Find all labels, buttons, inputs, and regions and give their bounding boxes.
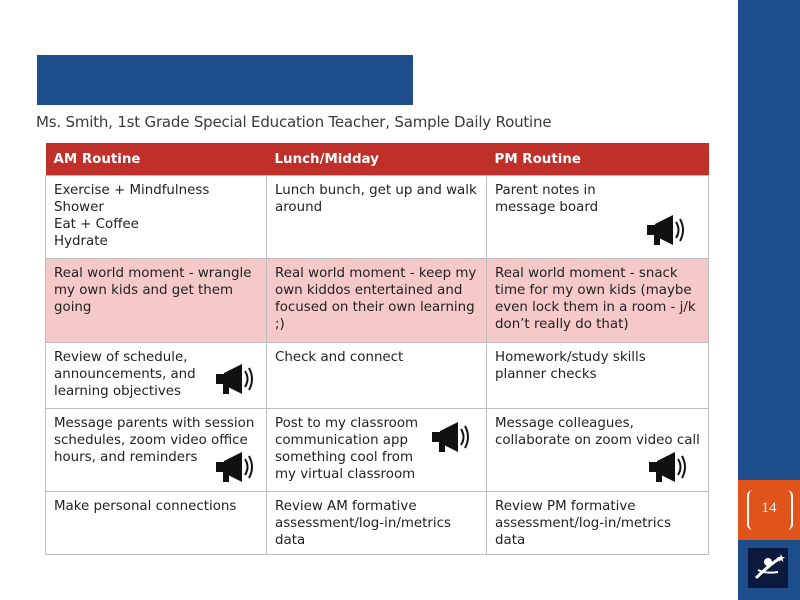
megaphone-icon — [214, 447, 258, 487]
header-pm-routine: PM Routine — [487, 143, 709, 176]
table-row — [46, 176, 709, 259]
cell-text: Message colleagues, collaborate on zoom video call — [495, 416, 700, 448]
table-cell-pm — [487, 492, 709, 555]
header-am-routine: AM Routine — [46, 143, 267, 176]
table-cell-am — [46, 409, 267, 492]
table-cell-pm — [487, 409, 709, 492]
page-number: 14 — [761, 500, 777, 516]
school-logo-icon — [748, 548, 788, 588]
megaphone-icon — [214, 359, 258, 399]
cell-text: Real world moment - keep my own kiddos entertained and focused on their own learning ;) — [275, 266, 477, 332]
table-cell-am — [46, 492, 267, 555]
table-row — [46, 409, 709, 492]
cell-line: Hydrate — [54, 234, 108, 249]
slide-title-bar — [37, 55, 413, 105]
table-header-row — [46, 143, 709, 176]
table-cell-midday — [267, 492, 487, 555]
table-cell-midday — [267, 176, 487, 259]
cell-text: Real world moment - snack time for my own kids (maybe even lock them in a room - j/k don’t really do that) — [495, 266, 696, 332]
cell-text: Post to my classroom communication app something cool from my virtual classroom — [275, 416, 419, 482]
megaphone-icon — [645, 210, 689, 250]
cell-text: Review AM formative assessment/log-in/metrics data — [275, 499, 451, 548]
megaphone-icon — [430, 417, 474, 457]
cell-text: Parent notes in message board — [495, 183, 599, 215]
cell-text: Check and connect — [275, 350, 404, 365]
cell-text: Homework/study skills planner checks — [495, 350, 646, 382]
table-cell-pm — [487, 176, 709, 259]
cell-line: Eat + Coffee — [54, 217, 139, 232]
cell-line: Shower — [54, 200, 104, 215]
page-number-badge — [738, 480, 800, 540]
cell-text: Review of schedule, announcements, and learning objectives — [54, 350, 196, 399]
table-row — [46, 492, 709, 555]
cell-text: Review PM formative assessment/log-in/metrics data — [495, 499, 671, 548]
cell-line: Exercise + Mindfulness — [54, 183, 210, 198]
table-row — [46, 343, 709, 409]
table-cell-am — [46, 176, 267, 259]
cell-text: Message parents with session schedules, zoom video office hours, and reminders — [54, 416, 255, 465]
table-cell-am — [46, 259, 267, 343]
cell-text: Real world moment - wrangle my own kids and get them going — [54, 266, 252, 315]
header-lunch-midday: Lunch/Midday — [267, 143, 487, 176]
daily-routine-table — [45, 143, 709, 555]
table-cell-midday — [267, 343, 487, 409]
table-cell-midday — [267, 259, 487, 343]
table-row — [46, 259, 709, 343]
cell-text: Make personal connections — [54, 499, 237, 514]
table-cell-pm — [487, 343, 709, 409]
slide-subtitle: Ms. Smith, 1st Grade Special Education Teacher, Sample Daily Routine — [36, 113, 552, 131]
cell-text: Lunch bunch, get up and walk around — [275, 183, 477, 215]
megaphone-icon — [647, 447, 691, 487]
table-cell-pm — [487, 259, 709, 343]
table-cell-midday — [267, 409, 487, 492]
table-cell-am — [46, 343, 267, 409]
